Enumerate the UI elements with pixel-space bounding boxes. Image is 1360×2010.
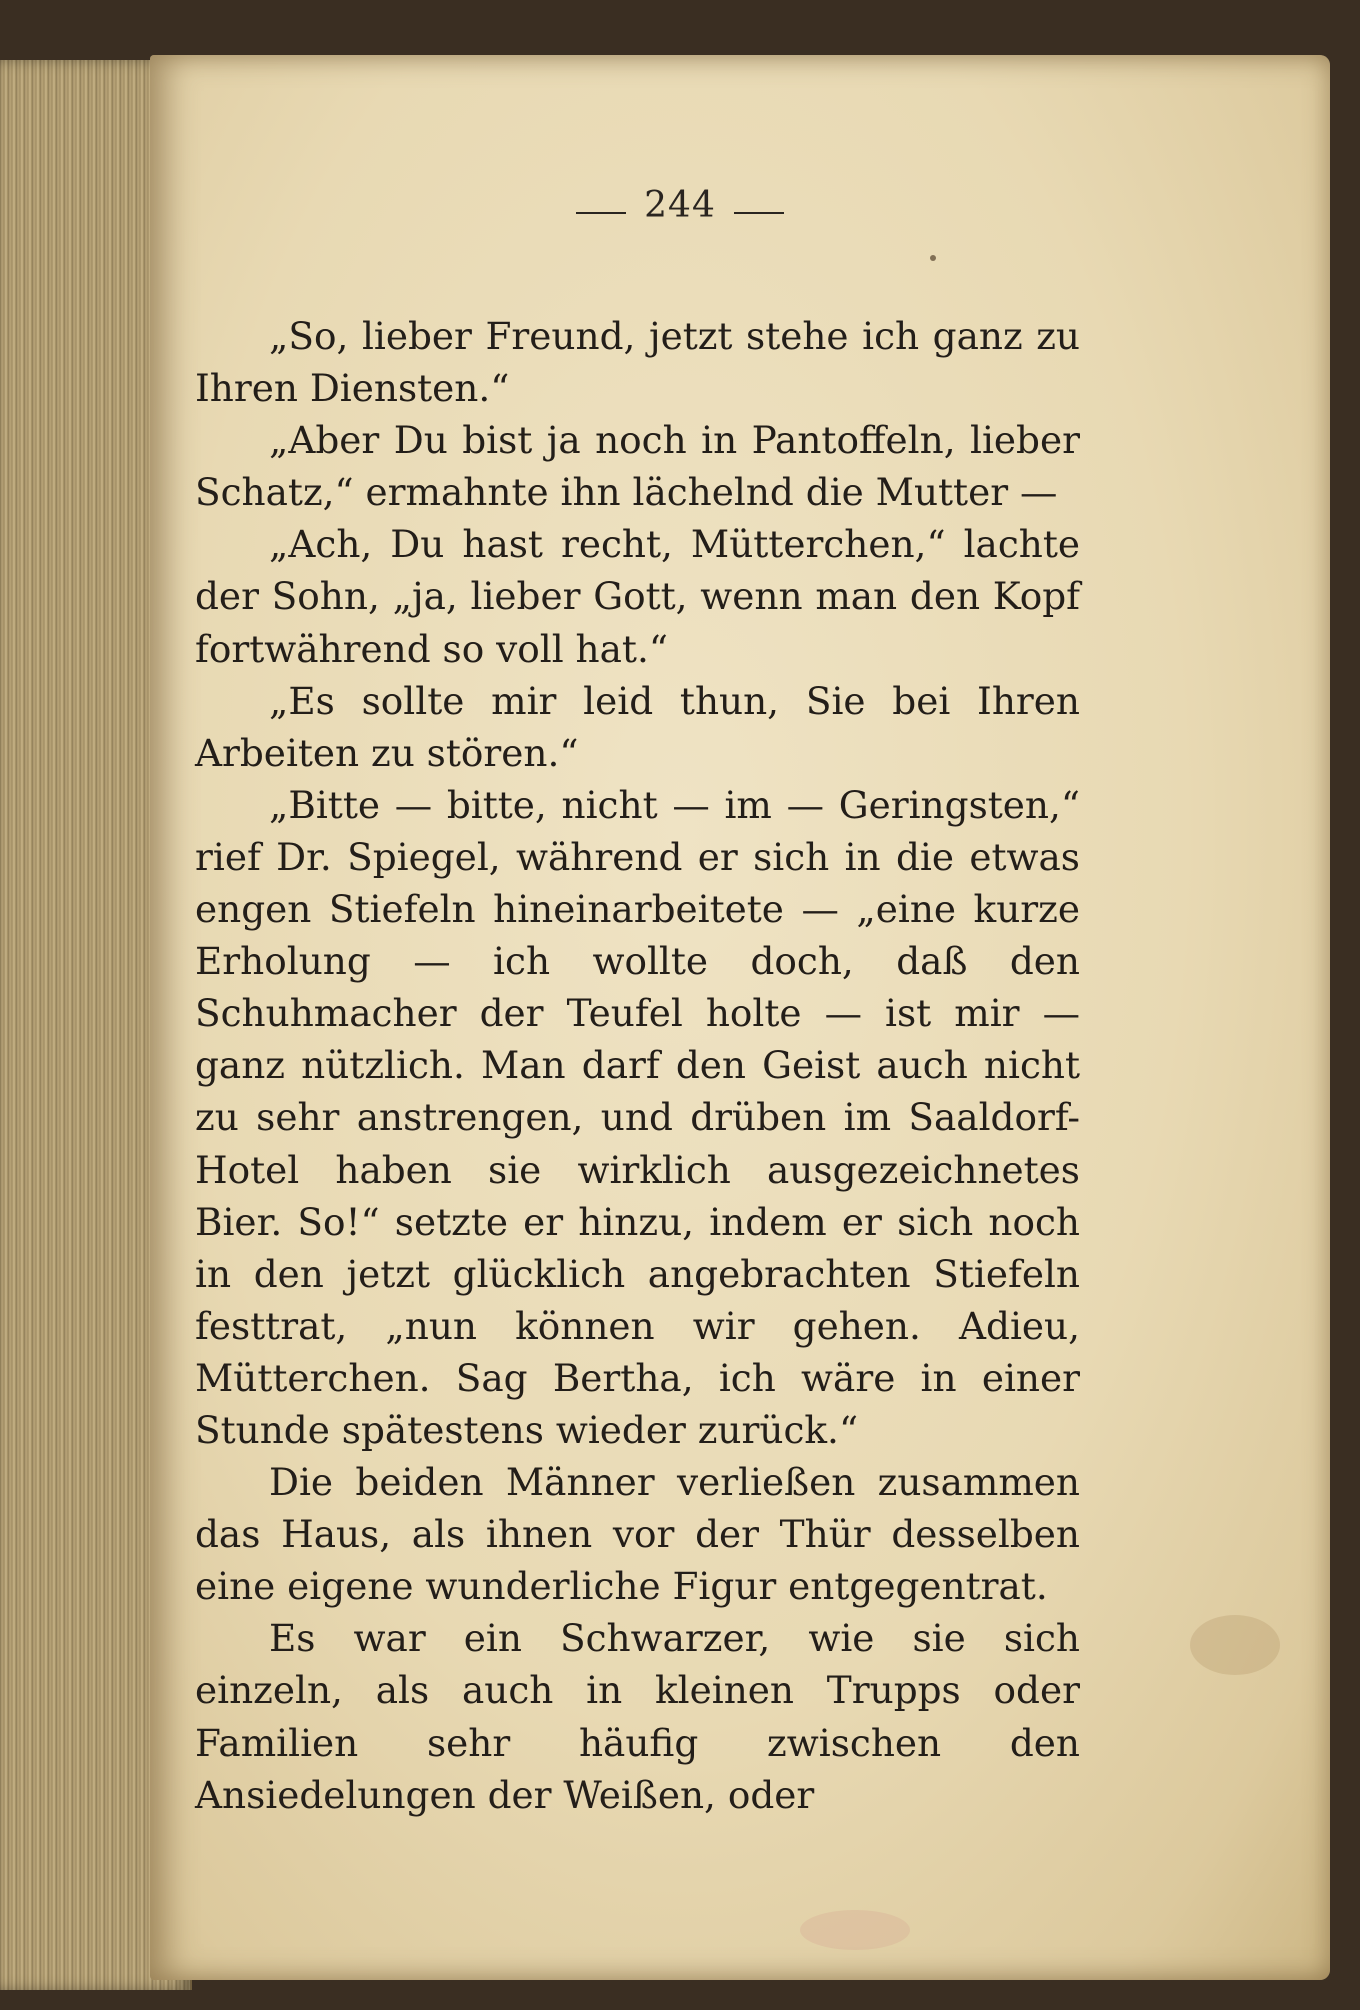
page-number: 244 [644,185,716,226]
paragraph: „So, lieber Freund, jetzt stehe ich ganz zu Ihren Diensten.“ [195,314,1080,411]
paragraph: Es war ein Schwarzer, wie sie sich einzeln, als auch in kleinen Trupps oder Familien sehr häufig zwischen den Ansiedelungen der Weißen, oder [195,1616,1080,1817]
paragraph: „Aber Du bist ja noch in Pantoffeln, lieber Schatz,“ ermahnte ihn lächelnd die Mutter — [195,418,1080,515]
body-text [195,310,1080,1821]
header-ornament-left [576,212,626,214]
paragraph: „Ach, Du hast recht, Mütterchen,“ lachte der Sohn, „ja, lieber Gott, wenn man den Kopf fortwährend so voll hat.“ [195,522,1080,671]
paper-stain [930,255,936,261]
paper-stain [1190,1615,1280,1675]
paragraph: „Bitte — bitte, nicht — im — Geringsten,“ rief Dr. Spiegel, während er sich in die etwas engen Stiefeln hineinarbeitete — „eine kurze Erholung — ich wollte doch, daß den Schuhmacher der Teufel holte — ist mir — ganz nützlich. Man darf den Geist auch nicht zu sehr anstrengen, und drüben im Saaldorf-Hotel haben sie wirklich ausgezeichnetes Bier. So!“ setzte er hinzu, indem er sich noch in den jetzt glücklich angebrachten Stiefeln festtrat, „nun können wir gehen. Adieu, Mütterchen. Sag Bertha, ich wäre in einer Stunde spätestens wieder zurück.“ [195,782,1080,1452]
header-ornament-right [734,212,784,214]
paper-stain [800,1910,910,1950]
paragraph: „Es sollte mir leid thun, Sie bei Ihren Arbeiten zu stören.“ [195,678,1080,775]
paragraph: Die beiden Männer verließen zusammen das Haus, als ihnen vor der Thür desselben eine eigene wunderliche Figur entgegentrat. [195,1460,1080,1609]
page-header [0,185,1360,226]
